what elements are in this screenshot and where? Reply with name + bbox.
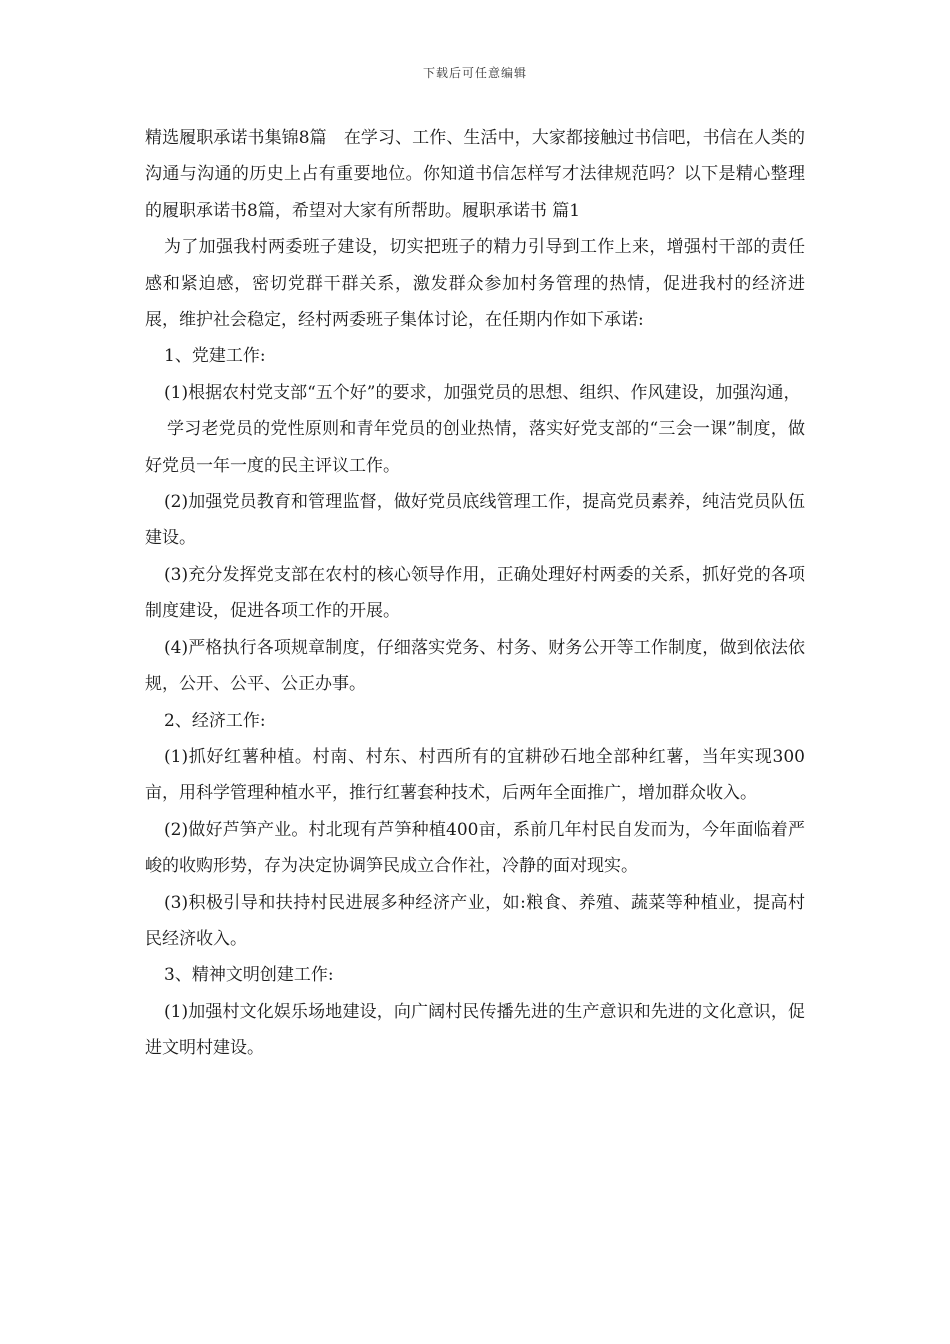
document-body bbox=[145, 120, 805, 1067]
party-item-1-continued-paragraph: 学习老党员的党性原则和青年党员的创业热情，落实好党支部的“三会一课”制度，做好党员一年一度的民主评议工作。 bbox=[145, 419, 805, 476]
party-item-3-paragraph: (3)充分发挥党支部在农村的核心领导作用，正确处理好村两委的关系，抓好党的各项制度建设，促进各项工作的开展。 bbox=[145, 564, 805, 622]
commitment-intro-paragraph: 为了加强我村两委班子建设，切实把班子的精力引导到工作上来，增强村干部的责任感和紧迫感，密切党群干群关系，激发群众参加村务管理的热情，促进我村的经济进展，维护社会稳定，经村两委班子集体讨论，在任期内作如下承诺: bbox=[145, 237, 805, 331]
civilization-item-1-paragraph: (1)加强村文化娱乐场地建设，向广阔村民传播先进的生产意识和先进的文化意识，促进文明村建设。 bbox=[145, 1001, 805, 1059]
section-heading-party-building: 1、党建工作: bbox=[164, 346, 266, 367]
party-item-1-paragraph: (1)根据农村党支部“五个好”的要求，加强党员的思想、组织、作风建设，加强沟通， bbox=[164, 382, 801, 403]
intro-paragraph: 精选履职承诺书集锦8篇 在学习、工作、生活中，大家都接触过书信吧，书信在人类的沟通与沟通的历史上占有重要地位。你知道书信怎样写才法律规范吗？以下是精心整理的履职承诺书8篇，希望对大家有所帮助。履职承诺书 篇1 bbox=[145, 128, 805, 221]
economy-item-2-paragraph: (2)做好芦笋产业。村北现有芦笋种植400亩，系前几年村民自发而为，今年面临着严峻的收购形势，存为决定协调笋民成立合作社，冷静的面对现实。 bbox=[145, 819, 805, 877]
economy-item-1-paragraph: (1)抓好红薯种植。村南、村东、村西所有的宜耕砂石地全部种红薯，当年实现300亩，用科学管理种植水平，推行红薯套种技术，后两年全面推广，增加群众收入。 bbox=[145, 746, 805, 804]
header-note: 下载后可任意编辑 bbox=[422, 66, 527, 80]
party-item-4-paragraph: (4)严格执行各项规章制度，仔细落实党务、村务、财务公开等工作制度，做到依法依规，公开、公平、公正办事。 bbox=[145, 637, 805, 695]
economy-item-3-paragraph: (3)积极引导和扶持村民进展多种经济产业，如:粮食、养殖、蔬菜等种植业，提高村民经济收入。 bbox=[145, 892, 805, 949]
section-heading-civilization: 3、精神文明创建工作: bbox=[164, 965, 334, 986]
party-item-2-paragraph: (2)加强党员教育和管理监督，做好党员底线管理工作，提高党员素养，纯洁党员队伍建设。 bbox=[145, 492, 805, 549]
section-heading-economy: 2、经济工作: bbox=[164, 710, 266, 731]
